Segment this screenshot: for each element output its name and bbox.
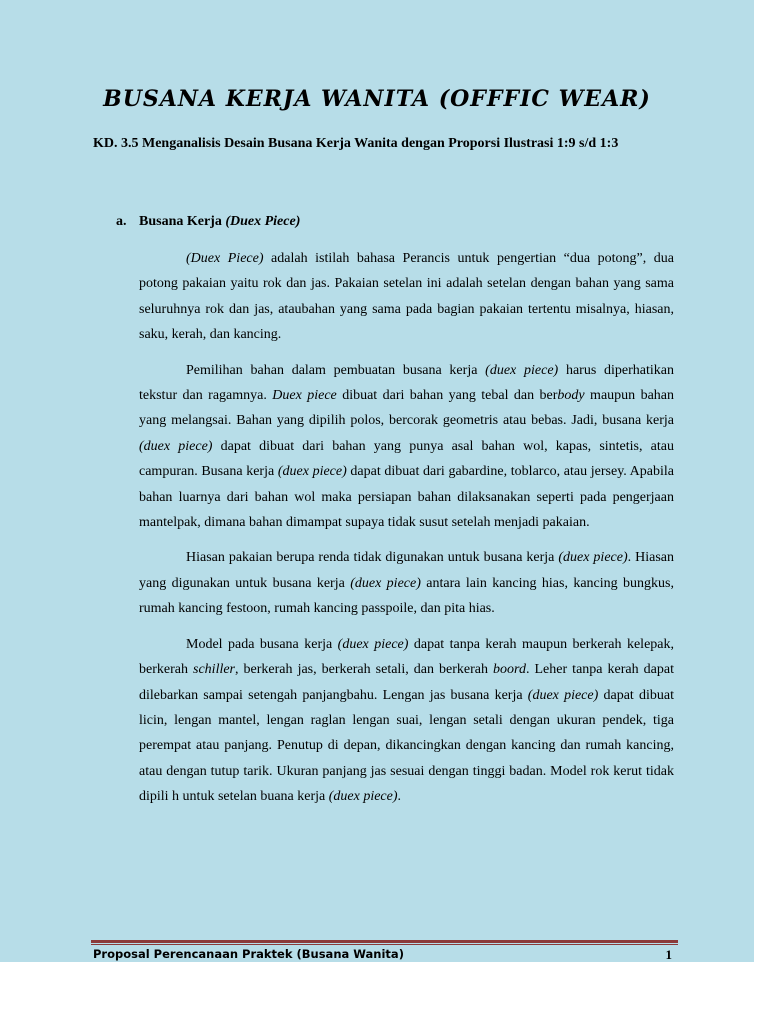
text-run: maupun bahan yang melangsai. Bahan yang dipilih polos, bercorak geometris atau bebas. Jadi, busana kerja <box>139 388 675 429</box>
footer-text: Proposal Perencanaan Praktek (Busana Wanita) <box>93 947 404 961</box>
text-run: dapat dibuat dari bahan yang punya asal bahan wol, kapas, sintetis, atau campuran. Busana kerja <box>139 438 674 480</box>
text-run: Hiasan pakaian berupa renda tidak digunakan untuk busana kerja <box>186 550 559 566</box>
paragraph <box>139 545 674 621</box>
page-number: 1 <box>665 947 672 962</box>
section-title-italic: (Duex Piece) <box>225 214 301 229</box>
body-text <box>139 246 674 820</box>
paragraph <box>139 358 674 536</box>
italic-run: (duex piece) <box>527 687 599 703</box>
text-run: dapat tanpa kerah maupun berkerah kelepak, berkerah <box>139 636 674 678</box>
section-label: a. <box>116 214 127 229</box>
text-run: harus diperhatikan tekstur dan ragamnya. <box>139 362 674 404</box>
document-title: BUSANA KERJA WANITA (OFFFIC WEAR) <box>103 86 651 112</box>
italic-run: (duex piece) <box>139 438 213 454</box>
italic-run: (duex piece) <box>485 362 559 378</box>
italic-run: (duex piece) <box>558 550 628 566</box>
text-run: adalah istilah bahasa Perancis untuk pengertian “dua potong”, dua potong pakaian yaitu rok dan jas. Pakaian setelan ini adalah setelan dengan bahan yang sama seluruhnya rok dan jas, ataubahan yang sama pada bagian pakaian tertentu misalnya, hiasan, saku, kerah, dan kancing. <box>139 251 674 343</box>
footer-rule-thin <box>91 944 678 945</box>
italic-run: (Duex Piece) <box>186 251 264 266</box>
text-run: , berkerah jas, berkerah setali, dan berkerah <box>235 662 494 678</box>
text-run: . <box>397 789 402 805</box>
text-run: dapat dibuat licin, lengan mantel, lengan raglan lengan suai, lengan setali dengan ukuran pendek, tiga perempat atau panjang. Penutup di depan, dikancingkan dengan kancing dan rumah kancing, atau dengan tutup tarik. Ukuran panjang jas sesuai dengan tinggi badan. Model rok kerut tidak dipili h untuk setelan buana kerja <box>139 687 675 805</box>
italic-run: schiller <box>193 662 236 678</box>
text-run: . Hiasan yang digunakan untuk busana kerja <box>139 550 674 591</box>
paragraph <box>139 246 674 348</box>
text-run: antara lain kancing hias, kancing bungkus, rumah kancing festoon, rumah kancing passpoile, dan pita hias. <box>139 575 674 617</box>
text-run: dibuat dari bahan yang tebal dan ber <box>336 388 558 404</box>
italic-run: boord <box>493 662 526 678</box>
text-run: dapat dibuat dari gabardine, toblarco, atau jersey. Apabila bahan luarnya dari bahan wol maka persiapan bahan dilaksanakan seperti pada pengerjaan mantelpak, dimana bahan dimampat supaya tidak susut setelah menjadi pakaian. <box>139 464 674 531</box>
section-heading <box>116 214 300 230</box>
footer-rule-thick <box>91 940 678 943</box>
italic-run: Duex piece <box>272 388 337 404</box>
text-run: Model pada busana kerja <box>186 636 338 652</box>
italic-run: (duex piece) <box>328 789 398 805</box>
italic-run: (duex piece) <box>277 464 347 480</box>
italic-run: body <box>557 388 585 404</box>
section-title: Busana Kerja <box>139 214 226 229</box>
competency-heading: KD. 3.5 Menganalisis Desain Busana Kerja Wanita dengan Proporsi Ilustrasi 1:9 s/d 1:3 <box>93 136 619 151</box>
italic-run: (duex piece) <box>337 636 409 652</box>
text-run: Pemilihan bahan dalam pembuatan busana kerja <box>186 362 486 378</box>
italic-run: (duex piece) <box>350 575 421 591</box>
paragraph <box>139 632 674 810</box>
text-run: . Leher tanpa kerah dapat dilebarkan sampai setengah panjangbahu. Lengan jas busana kerja <box>139 662 674 703</box>
